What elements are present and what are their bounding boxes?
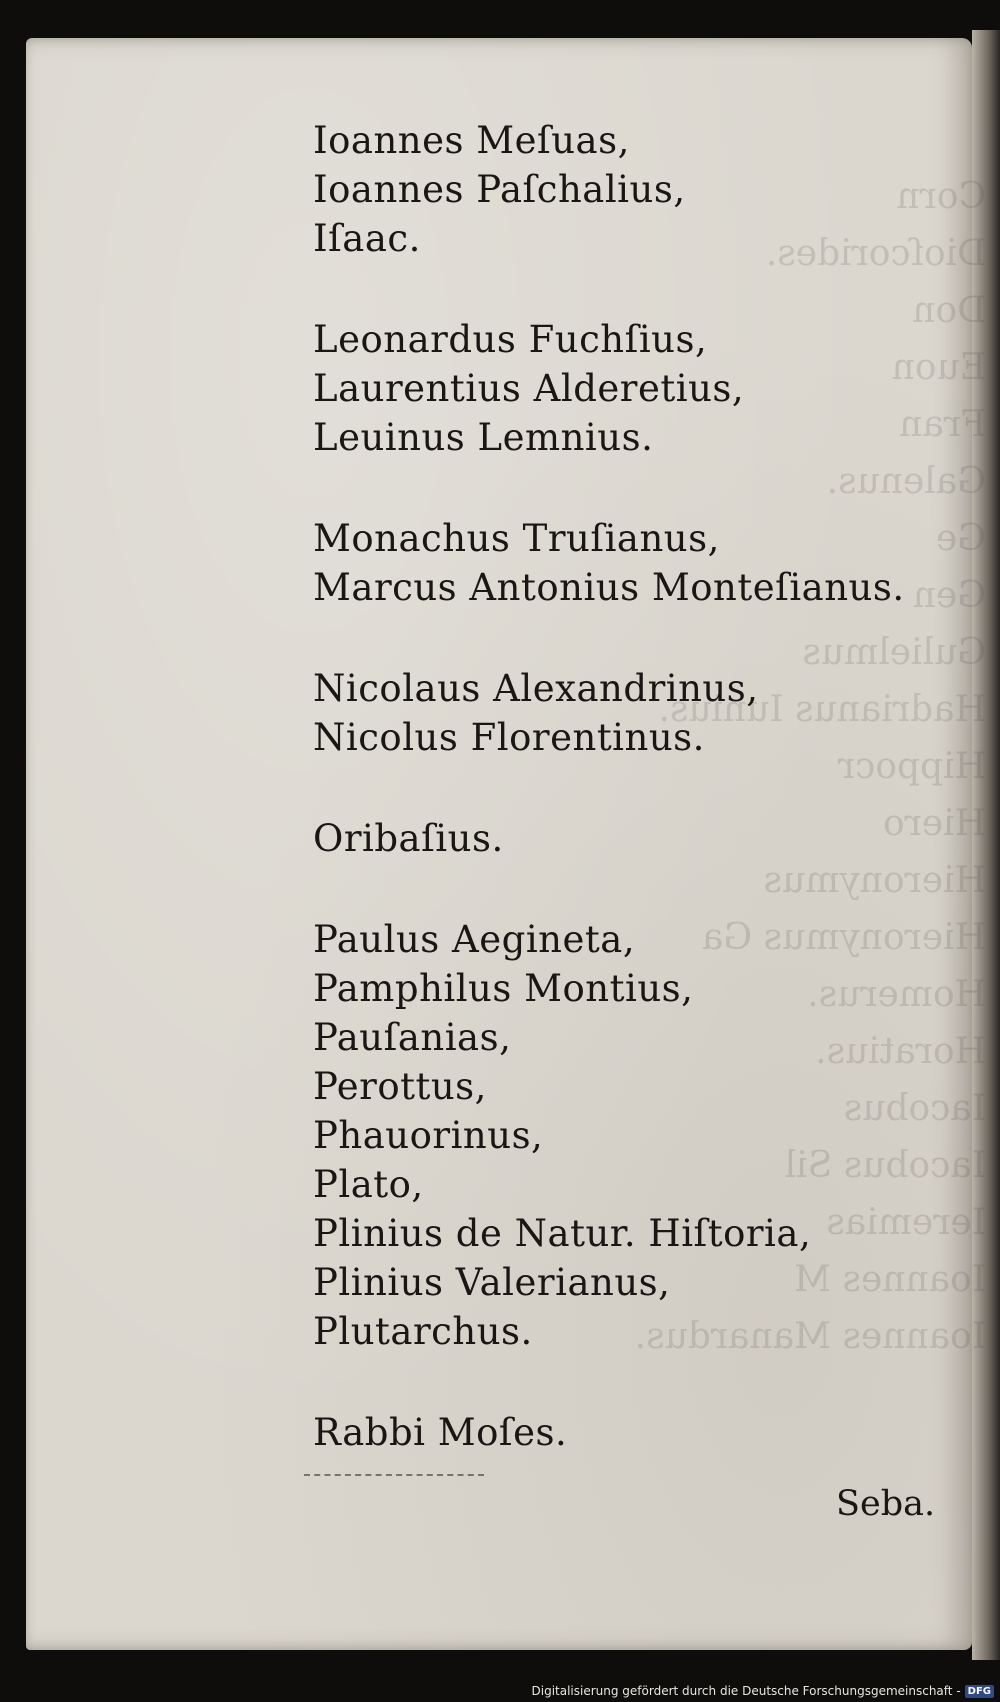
entry-gap [313, 612, 905, 664]
author-entry: Leonardus Fuchſius, [313, 318, 708, 361]
entry-gap [313, 462, 905, 514]
author-entry: Plinius Valerianus, [313, 1261, 671, 1304]
author-entry: Nicolaus Alexandrinus, [313, 667, 759, 710]
entry-gap [313, 1356, 905, 1408]
author-entry: Ioannes Paſchalius, [313, 168, 686, 211]
author-entry: Phauorinus, [313, 1114, 544, 1157]
author-entry: Monachus Truſianus, [313, 517, 720, 560]
author-entry: Paulus Aegineta, [313, 918, 636, 961]
show-through-text: Corn Dioſcorides. Don Euon Fran Galenus. Ge Gen Gulielmus Hadrianus Iunius. Hippocr Hiero Hieronymus Hieronymus Ga Homerus. Horatius. Iacobus Iacobus Sil Ieremias Ioannes M Ioannes Manardus. [634, 176, 986, 1357]
credit-text: Digitalisierung gefördert durch die Deutsche Forschungsgemeinschaft - [531, 1684, 961, 1698]
author-list [313, 116, 905, 1457]
author-entry: Leuinus Lemnius. [313, 416, 654, 459]
author-entry: Rabbi Moſes. [313, 1411, 568, 1454]
underline-rule [304, 1474, 484, 1476]
book-page [26, 38, 986, 1650]
author-entry: Marcus Antonius Monteſianus. [313, 566, 905, 609]
author-entry: Iſaac. [313, 217, 421, 260]
author-entry: Laurentius Alderetius, [313, 367, 745, 410]
author-entry: Oribaſius. [313, 817, 504, 860]
author-entry: Perottus, [313, 1065, 487, 1108]
author-entry: Plato, [313, 1163, 424, 1206]
digitization-credit [0, 1684, 994, 1698]
author-entry: Plinius de Natur. Hiſtoria, [313, 1212, 812, 1255]
entry-gap [313, 863, 905, 915]
author-entry: Pauſanias, [313, 1016, 512, 1059]
entry-gap [313, 762, 905, 814]
author-entry: Ioannes Meſuas, [313, 119, 630, 162]
dfg-logo: DFG [965, 1685, 994, 1698]
author-entry: Nicolus Florentinus. [313, 716, 705, 759]
catchword: Seba. [836, 1484, 936, 1524]
entry-gap [313, 263, 905, 315]
author-entry: Pamphilus Montius, [313, 967, 694, 1010]
author-entry: Plutarchus. [313, 1310, 533, 1353]
